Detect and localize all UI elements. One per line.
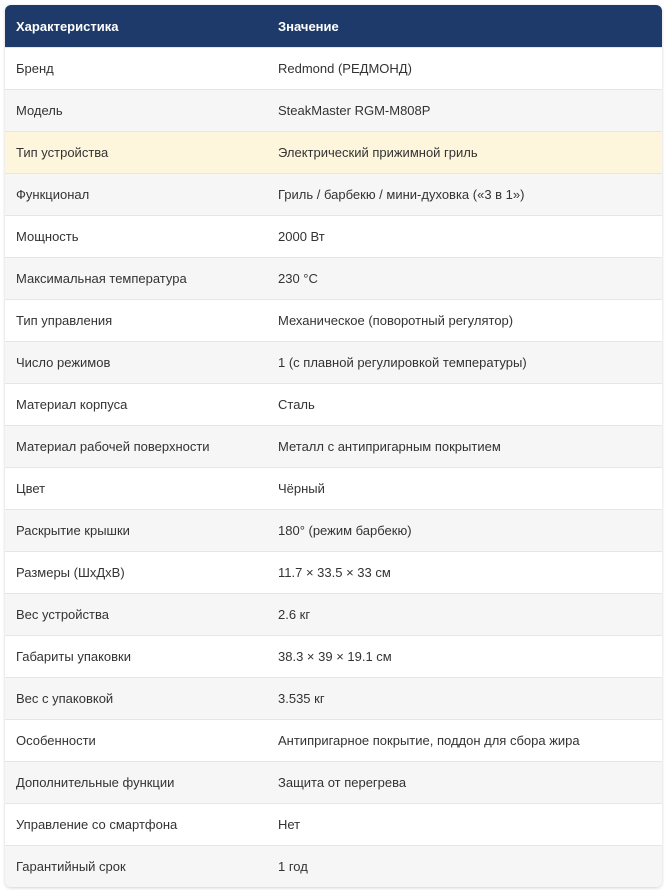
header-value: Значение [278,18,339,34]
table-row [5,257,662,299]
cell-characteristic: Бренд [16,61,54,76]
specs-table [5,5,662,887]
cell-value: 230 °C [278,271,318,286]
cell-value: 2000 Вт [278,229,325,244]
cell-characteristic: Материал корпуса [16,397,128,412]
table-row [5,215,662,257]
table-row [5,131,662,173]
cell-value: 180° (режим барбекю) [278,523,412,538]
cell-characteristic: Вес устройства [16,607,109,622]
table-row [5,47,662,89]
cell-characteristic: Материал рабочей поверхности [16,439,210,454]
cell-characteristic: Число режимов [16,355,111,370]
cell-characteristic: Управление со смартфона [16,817,178,832]
table-row [5,803,662,845]
cell-value: Гриль / барбекю / мини-духовка («3 в 1») [278,187,525,202]
cell-characteristic: Тип управления [16,313,113,328]
table-row [5,677,662,719]
cell-characteristic: Размеры (ШхДхВ) [16,565,125,580]
cell-value: 3.535 кг [278,691,325,706]
table-row [5,425,662,467]
cell-value: 2.6 кг [278,607,311,622]
cell-value: SteakMaster RGM-M808P [278,103,431,118]
cell-characteristic: Вес с упаковкой [16,691,114,706]
header-characteristic: Характеристика [16,18,119,34]
cell-value: Сталь [278,397,315,412]
table-row [5,89,662,131]
table-row [5,383,662,425]
cell-value: Нет [278,817,301,832]
cell-characteristic: Особенности [16,733,96,748]
cell-characteristic: Раскрытие крышки [16,523,130,538]
table-row [5,467,662,509]
cell-characteristic: Модель [16,103,63,118]
cell-characteristic: Габариты упаковки [16,649,132,664]
table-row [5,299,662,341]
cell-characteristic: Мощность [16,229,79,244]
table-row [5,719,662,761]
table-row [5,341,662,383]
table-body [5,47,662,887]
cell-characteristic: Дополнительные функции [16,775,175,790]
cell-characteristic: Максимальная температура [16,271,187,286]
cell-value: Механическое (поворотный регулятор) [278,313,514,328]
cell-value: 11.7 × 33.5 × 33 см [278,565,391,580]
cell-characteristic: Гарантийный срок [16,859,126,874]
cell-value: Антипригарное покрытие, поддон для сбора жира [278,733,580,748]
table-row [5,173,662,215]
table-row [5,593,662,635]
cell-value: 38.3 × 39 × 19.1 см [278,649,392,664]
table-header [5,5,662,47]
table-row [5,845,662,887]
cell-value: Чёрный [278,481,325,496]
table-row [5,509,662,551]
table-row [5,635,662,677]
cell-value: 1 (с плавной регулировкой температуры) [278,355,527,370]
cell-value: Электрический прижимной гриль [278,145,478,160]
cell-characteristic: Цвет [16,481,46,496]
cell-characteristic: Функционал [16,187,90,202]
cell-characteristic: Тип устройства [16,145,109,160]
cell-value: 1 год [278,859,308,874]
cell-value: Металл с антипригарным покрытием [278,439,501,454]
cell-value: Redmond (РЕДМОНД) [278,61,412,76]
cell-value: Защита от перегрева [278,775,407,790]
table-row [5,551,662,593]
table-row [5,761,662,803]
